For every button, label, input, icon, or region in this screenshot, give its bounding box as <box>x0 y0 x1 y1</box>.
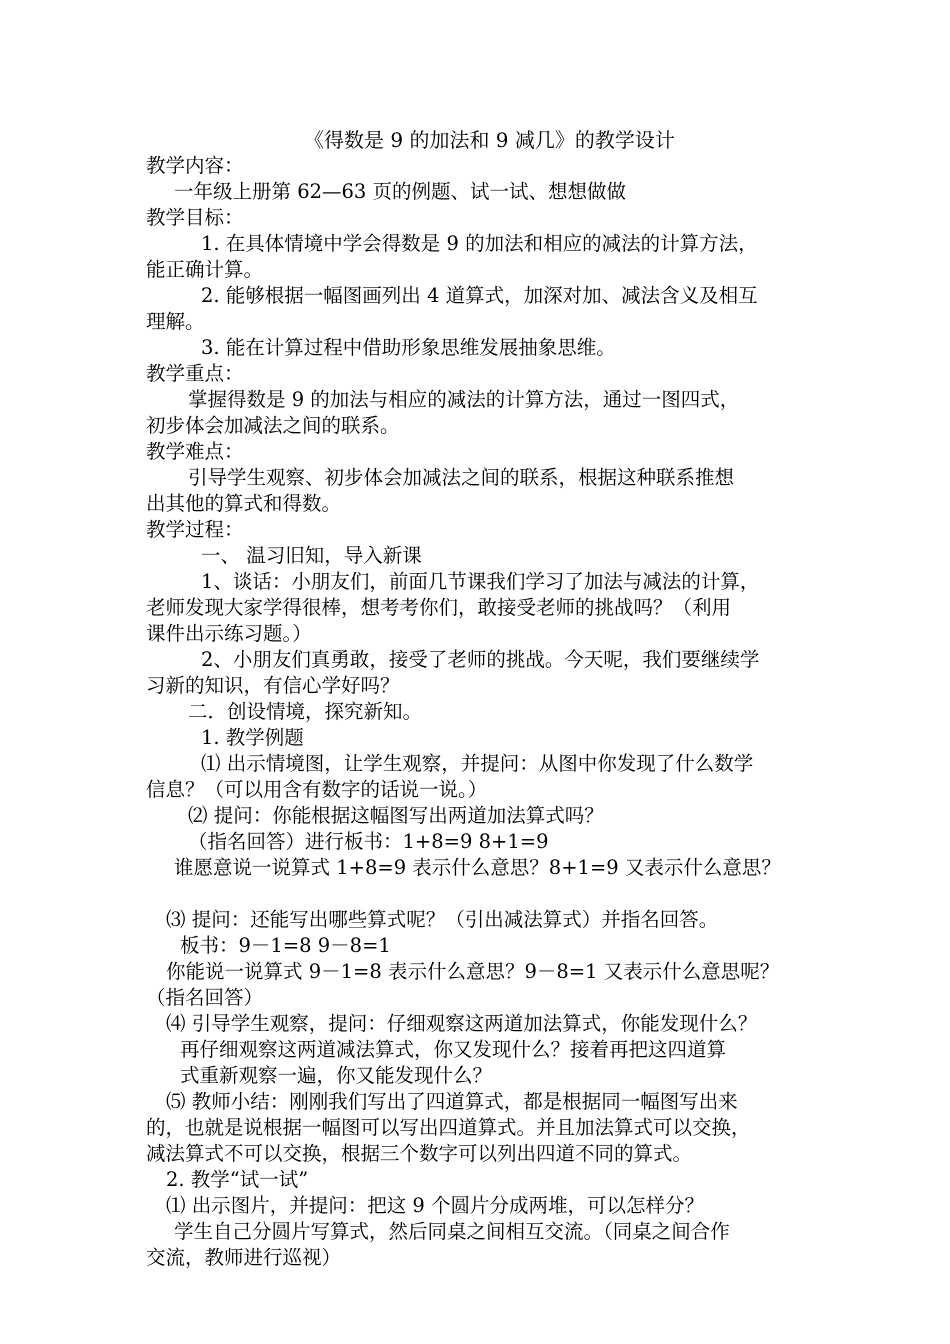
paragraph-line: ⑵ 提问：你能根据这幅图写出两道加法算式吗？ <box>188 804 604 827</box>
paragraph-line: 式重新观察一遍，你又能发现什么？ <box>180 1064 493 1087</box>
paragraph-line: 交流，教师进行巡视） <box>146 1246 342 1269</box>
document-title: 《得数是 9 的加法和 9 减几》的教学设计 <box>304 128 675 152</box>
paragraph-line: 一年级上册第 62—63 页的例题、试一试、想想做做 <box>174 180 627 203</box>
section-heading-objectives: 教学目标： <box>146 206 244 229</box>
paragraph-line: 初步体会加减法之间的联系。 <box>146 414 400 437</box>
subsection-heading: 2. 教学“试一试” <box>166 1168 309 1191</box>
paragraph-line: 1. 在具体情境中学会得数是 9 的加法和相应的减法的计算方法， <box>201 232 758 255</box>
paragraph-line: 板书：9－1=8 9－8=1 <box>180 934 391 957</box>
subsection-heading: 二．创设情境，探究新知。 <box>188 700 423 723</box>
paragraph-line: ⑴ 出示图片，并提问：把这 9 个圆片分成两堆，可以怎样分？ <box>166 1194 705 1217</box>
paragraph-line: 谁愿意说一说算式 1+8=9 表示什么意思？8+1=9 又表示什么意思？ <box>174 856 781 879</box>
paragraph-line: 课件出示练习题。） <box>146 622 312 645</box>
paragraph-line: 理解。 <box>146 310 205 333</box>
paragraph-line: 2、小朋友们真勇敢，接受了老师的挑战。今天呢，我们要继续学 <box>201 648 760 671</box>
section-heading-process: 教学过程： <box>146 518 244 541</box>
paragraph-line: 引导学生观察、初步体会加减法之间的联系，根据这种联系推想 <box>188 466 735 489</box>
paragraph-line: ⑷ 引导学生观察，提问：仔细观察这两道加法算式，你能发现什么？ <box>166 1012 758 1035</box>
section-heading-difficulties: 教学难点： <box>146 440 244 463</box>
paragraph-line: ⑴ 出示情境图，让学生观察，并提问：从图中你发现了什么数学 <box>201 752 754 775</box>
paragraph-line: 出其他的算式和得数。 <box>146 492 342 515</box>
paragraph-line: 能正确计算。 <box>146 258 264 281</box>
paragraph-line: 掌握得数是 9 的加法与相应的减法的计算方法，通过一图四式， <box>188 388 740 411</box>
paragraph-line: 习新的知识，有信心学好吗？ <box>146 674 400 697</box>
paragraph-line: 3. 能在计算过程中借助形象思维发展抽象思维。 <box>201 336 616 359</box>
paragraph-line: （指名回答）进行板书：1+8=9 8+1=9 <box>188 830 549 853</box>
paragraph-line: 再仔细观察这两道减法算式，你又发现什么？接着再把这四道算 <box>180 1038 727 1061</box>
paragraph-line: 1、谈话：小朋友们，前面几节课我们学习了加法与减法的计算， <box>201 570 760 593</box>
paragraph-line: 2. 能够根据一幅图画列出 4 道算式，加深对加、减法含义及相互 <box>201 284 758 307</box>
section-heading-content: 教学内容： <box>146 154 244 177</box>
subsection-heading: 一、 温习旧知，导入新课 <box>201 544 422 567</box>
subsection-heading: 1. 教学例题 <box>201 726 304 749</box>
paragraph-line: ⑶ 提问：还能写出哪些算式呢？（引出减法算式）并指名回答。 <box>166 908 719 931</box>
paragraph-line: 减法算式不可以交换，根据三个数字可以列出四道不同的算式。 <box>146 1142 693 1165</box>
paragraph-line: 你能说一说算式 9－1=8 表示什么意思？9－8=1 又表示什么意思呢？ <box>166 960 780 983</box>
paragraph-line: 的，也就是说根据一幅图可以写出四道算式。并且加法算式可以交换， <box>146 1116 751 1139</box>
paragraph-line: 学生自己分圆片写算式，然后同桌之间相互交流。（同桌之间合作 <box>174 1220 730 1243</box>
paragraph-line: （指名回答） <box>146 986 264 1009</box>
paragraph-line: 老师发现大家学得很棒，想考考你们，敢接受老师的挑战吗？（利用 <box>146 596 732 619</box>
paragraph-line: ⑸ 教师小结：刚刚我们写出了四道算式，都是根据同一幅图写出来 <box>166 1090 738 1113</box>
paragraph-line: 信息？（可以用含有数字的话说一说。） <box>146 778 488 801</box>
section-heading-key-points: 教学重点： <box>146 362 244 385</box>
